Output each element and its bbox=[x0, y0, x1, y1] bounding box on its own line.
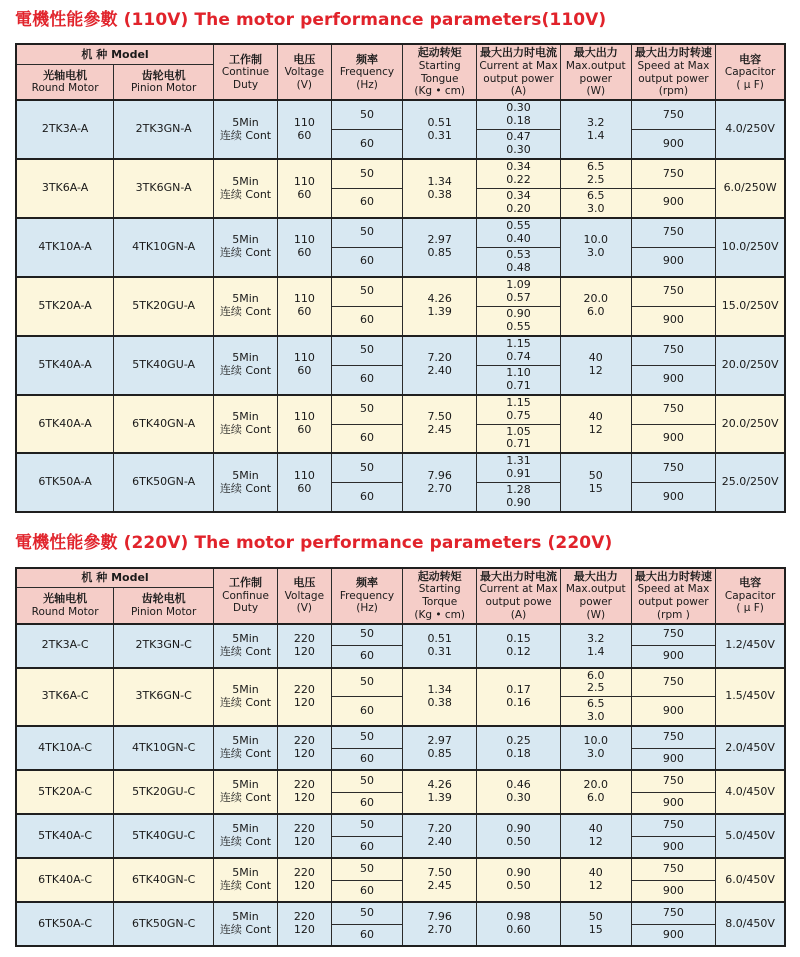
cell-capacitor: 20.0/250V bbox=[716, 336, 785, 395]
cell-pinion-model: 4TK10GN-C bbox=[114, 726, 214, 770]
cell-speed-50hz: 750 bbox=[631, 336, 716, 365]
cell-frequency-50hz: 50 bbox=[331, 668, 403, 697]
cell-speed-60hz: 900 bbox=[631, 748, 716, 770]
cell-frequency-50hz: 50 bbox=[331, 770, 403, 792]
cell-frequency-60hz: 60 bbox=[331, 306, 403, 335]
cell-starting-torque: 7.50 2.45 bbox=[403, 858, 477, 902]
cell-duty: 5Min 连续 Cont bbox=[214, 726, 278, 770]
cell-speed-60hz: 900 bbox=[631, 924, 716, 946]
cell-frequency-60hz: 60 bbox=[331, 748, 403, 770]
cell-current-60hz: 0.90 0.55 bbox=[477, 306, 561, 335]
cell-capacitor: 5.0/450V bbox=[716, 814, 785, 858]
cell-current-60hz: 1.10 0.71 bbox=[477, 365, 561, 394]
model-row-3TK6A-C bbox=[16, 668, 785, 697]
cell-max-output: 40 12 bbox=[560, 814, 631, 858]
cell-voltage: 220 120 bbox=[277, 770, 331, 814]
cell-voltage: 110 60 bbox=[277, 159, 331, 218]
cell-round-model: 2TK3A-C bbox=[16, 624, 114, 668]
cell-capacitor: 4.0/450V bbox=[716, 770, 785, 814]
cell-speed-50hz: 750 bbox=[631, 453, 716, 482]
cell-speed-60hz: 900 bbox=[631, 697, 716, 726]
cell-max-output: 20.0 6.0 bbox=[560, 770, 631, 814]
title-110v: 電機性能參數 (110V) The motor performance parameters(110V) bbox=[15, 10, 607, 30]
model-row-5TK20A-C bbox=[16, 770, 785, 792]
cell-current-60hz: 0.34 0.20 bbox=[477, 189, 561, 218]
model-row-6TK50A-A bbox=[16, 453, 785, 482]
cell-pinion-model: 2TK3GN-C bbox=[114, 624, 214, 668]
cell-current-50hz: 0.30 0.18 bbox=[477, 100, 561, 129]
cell-frequency-50hz: 50 bbox=[331, 218, 403, 247]
cell-capacitor: 1.2/450V bbox=[716, 624, 785, 668]
cell-current-50hz: 1.31 0.91 bbox=[477, 453, 561, 482]
cell-current-50hz: 0.34 0.22 bbox=[477, 159, 561, 188]
cell-frequency-60hz: 60 bbox=[331, 836, 403, 858]
cell-duty: 5Min 连续 Cont bbox=[214, 858, 278, 902]
cell-capacitor: 2.0/450V bbox=[716, 726, 785, 770]
cell-voltage: 220 120 bbox=[277, 902, 331, 946]
cell-voltage: 110 60 bbox=[277, 336, 331, 395]
cell-pinion-model: 3TK6GN-A bbox=[114, 159, 214, 218]
cell-starting-torque: 7.20 2.40 bbox=[403, 336, 477, 395]
cell-round-model: 6TK50A-C bbox=[16, 902, 114, 946]
cell-max-output: 40 12 bbox=[560, 858, 631, 902]
cell-current: 0.90 0.50 bbox=[477, 814, 561, 858]
cell-frequency-50hz: 50 bbox=[331, 726, 403, 748]
cell-voltage: 220 120 bbox=[277, 624, 331, 668]
header-pinion-motor: 齿轮电机 Pinion Motor bbox=[114, 588, 214, 624]
model-row-2TK3A-A bbox=[16, 100, 785, 129]
cell-speed-50hz: 750 bbox=[631, 395, 716, 424]
cell-duty: 5Min 连续 Cont bbox=[214, 100, 278, 159]
cell-max-output: 10.0 3.0 bbox=[560, 218, 631, 277]
cell-duty: 5Min 连续 Cont bbox=[214, 277, 278, 336]
cell-speed-60hz: 900 bbox=[631, 130, 716, 159]
cell-round-model: 2TK3A-A bbox=[16, 100, 114, 159]
cell-frequency-50hz: 50 bbox=[331, 277, 403, 306]
cell-speed-60hz: 900 bbox=[631, 483, 716, 512]
cell-pinion-model: 5TK40GU-C bbox=[114, 814, 214, 858]
cell-frequency-50hz: 50 bbox=[331, 814, 403, 836]
motor-table-220v bbox=[15, 567, 786, 948]
cell-frequency-50hz: 50 bbox=[331, 453, 403, 482]
cell-duty: 5Min 连续 Cont bbox=[214, 668, 278, 727]
cell-current-60hz: 0.53 0.48 bbox=[477, 247, 561, 276]
header-output: 最大出力 Max.output power (W) bbox=[560, 568, 631, 624]
cell-duty: 5Min 连续 Cont bbox=[214, 902, 278, 946]
cell-pinion-model: 5TK20GU-A bbox=[114, 277, 214, 336]
cell-speed-60hz: 900 bbox=[631, 365, 716, 394]
header-speed: 最大出力时转速 Speed at Max output power (rpm ) bbox=[631, 568, 716, 624]
header-torque: 起动转矩 Starting Tongue (Kg • cm) bbox=[403, 44, 477, 100]
cell-speed-50hz: 750 bbox=[631, 624, 716, 646]
cell-frequency-60hz: 60 bbox=[331, 646, 403, 668]
cell-pinion-model: 6TK40GN-C bbox=[114, 858, 214, 902]
cell-pinion-model: 6TK40GN-A bbox=[114, 395, 214, 454]
header-current: 最大出力时电流 Current at Max output powe (A) bbox=[477, 568, 561, 624]
header-capacitor: 电容 Capacitor ( μ F) bbox=[716, 568, 785, 624]
cell-voltage: 220 120 bbox=[277, 814, 331, 858]
cell-duty: 5Min 连续 Cont bbox=[214, 159, 278, 218]
cell-round-model: 4TK10A-A bbox=[16, 218, 114, 277]
cell-round-model: 5TK20A-A bbox=[16, 277, 114, 336]
cell-capacitor: 25.0/250V bbox=[716, 453, 785, 512]
cell-frequency-60hz: 60 bbox=[331, 424, 403, 453]
cell-starting-torque: 7.20 2.40 bbox=[403, 814, 477, 858]
cell-starting-torque: 0.51 0.31 bbox=[403, 624, 477, 668]
cell-pinion-model: 6TK50GN-A bbox=[114, 453, 214, 512]
header-current: 最大出力时电流 Current at Max output power (A) bbox=[477, 44, 561, 100]
cell-round-model: 6TK40A-C bbox=[16, 858, 114, 902]
cell-capacitor: 10.0/250V bbox=[716, 218, 785, 277]
cell-current-60hz: 1.28 0.90 bbox=[477, 483, 561, 512]
cell-capacitor: 6.0/450V bbox=[716, 858, 785, 902]
cell-duty: 5Min 连续 Cont bbox=[214, 395, 278, 454]
table-header bbox=[16, 568, 785, 624]
cell-voltage: 110 60 bbox=[277, 218, 331, 277]
cell-voltage: 110 60 bbox=[277, 100, 331, 159]
cell-speed-60hz: 900 bbox=[631, 792, 716, 814]
cell-starting-torque: 2.97 0.85 bbox=[403, 218, 477, 277]
cell-max-output: 10.0 3.0 bbox=[560, 726, 631, 770]
header-row-1 bbox=[16, 44, 785, 64]
header-output: 最大出力 Max.output power (W) bbox=[560, 44, 631, 100]
cell-frequency-50hz: 50 bbox=[331, 902, 403, 924]
cell-speed-50hz: 750 bbox=[631, 814, 716, 836]
cell-current-50hz: 1.15 0.74 bbox=[477, 336, 561, 365]
cell-speed-50hz: 750 bbox=[631, 100, 716, 129]
cell-voltage: 220 120 bbox=[277, 668, 331, 727]
cell-frequency-50hz: 50 bbox=[331, 336, 403, 365]
cell-current: 0.90 0.50 bbox=[477, 858, 561, 902]
cell-round-model: 5TK40A-C bbox=[16, 814, 114, 858]
cell-capacitor: 4.0/250V bbox=[716, 100, 785, 159]
cell-frequency-60hz: 60 bbox=[331, 880, 403, 902]
cell-max-output: 20.0 6.0 bbox=[560, 277, 631, 336]
cell-pinion-model: 5TK20GU-C bbox=[114, 770, 214, 814]
cell-output-50hz: 6.0 2.5 bbox=[560, 668, 631, 697]
cell-pinion-model: 5TK40GU-A bbox=[114, 336, 214, 395]
cell-voltage: 110 60 bbox=[277, 395, 331, 454]
cell-round-model: 5TK20A-C bbox=[16, 770, 114, 814]
cell-capacitor: 20.0/250V bbox=[716, 395, 785, 454]
cell-pinion-model: 6TK50GN-C bbox=[114, 902, 214, 946]
model-row-5TK40A-C bbox=[16, 814, 785, 836]
cell-max-output: 3.2 1.4 bbox=[560, 624, 631, 668]
header-model-group: 机 种 Model bbox=[16, 568, 214, 588]
cell-current-50hz: 1.09 0.57 bbox=[477, 277, 561, 306]
cell-current: 0.17 0.16 bbox=[477, 668, 561, 727]
cell-starting-torque: 7.96 2.70 bbox=[403, 902, 477, 946]
header-round-motor: 光轴电机 Round Motor bbox=[16, 588, 114, 624]
header-duty: 工作制 Continue Duty bbox=[214, 44, 278, 100]
cell-starting-torque: 0.51 0.31 bbox=[403, 100, 477, 159]
header-voltage: 电压 Voltage (V) bbox=[277, 568, 331, 624]
cell-round-model: 4TK10A-C bbox=[16, 726, 114, 770]
cell-frequency-60hz: 60 bbox=[331, 483, 403, 512]
cell-duty: 5Min 连续 Cont bbox=[214, 624, 278, 668]
cell-speed-50hz: 750 bbox=[631, 159, 716, 188]
model-row-4TK10A-C bbox=[16, 726, 785, 748]
cell-speed-60hz: 900 bbox=[631, 189, 716, 218]
header-capacitor: 电容 Capacitor ( μ F) bbox=[716, 44, 785, 100]
table-body bbox=[16, 100, 785, 512]
cell-frequency-50hz: 50 bbox=[331, 159, 403, 188]
cell-speed-50hz: 750 bbox=[631, 218, 716, 247]
cell-speed-50hz: 750 bbox=[631, 858, 716, 880]
cell-starting-torque: 1.34 0.38 bbox=[403, 159, 477, 218]
cell-current: 0.46 0.30 bbox=[477, 770, 561, 814]
cell-round-model: 3TK6A-C bbox=[16, 668, 114, 727]
cell-frequency-60hz: 60 bbox=[331, 924, 403, 946]
cell-current-60hz: 1.05 0.71 bbox=[477, 424, 561, 453]
cell-max-output: 40 12 bbox=[560, 336, 631, 395]
cell-duty: 5Min 连续 Cont bbox=[214, 814, 278, 858]
cell-voltage: 110 60 bbox=[277, 277, 331, 336]
model-row-4TK10A-A bbox=[16, 218, 785, 247]
cell-output-60hz: 6.5 3.0 bbox=[560, 189, 631, 218]
cell-speed-60hz: 900 bbox=[631, 306, 716, 335]
cell-capacitor: 1.5/450V bbox=[716, 668, 785, 727]
cell-current: 0.15 0.12 bbox=[477, 624, 561, 668]
cell-pinion-model: 3TK6GN-C bbox=[114, 668, 214, 727]
cell-starting-torque: 7.50 2.45 bbox=[403, 395, 477, 454]
cell-speed-60hz: 900 bbox=[631, 836, 716, 858]
title-220v: 電機性能參數 (220V) The motor performance parameters (220V) bbox=[15, 533, 613, 554]
header-round-motor: 光轴电机 Round Motor bbox=[16, 65, 114, 101]
cell-duty: 5Min 连续 Cont bbox=[214, 336, 278, 395]
table-header bbox=[16, 44, 785, 100]
cell-speed-50hz: 750 bbox=[631, 668, 716, 697]
cell-round-model: 5TK40A-A bbox=[16, 336, 114, 395]
cell-frequency-50hz: 50 bbox=[331, 100, 403, 129]
cell-max-output: 40 12 bbox=[560, 395, 631, 454]
cell-frequency-60hz: 60 bbox=[331, 247, 403, 276]
cell-speed-60hz: 900 bbox=[631, 880, 716, 902]
cell-max-output: 50 15 bbox=[560, 453, 631, 512]
cell-duty: 5Min 连续 Cont bbox=[214, 770, 278, 814]
cell-speed-60hz: 900 bbox=[631, 424, 716, 453]
cell-speed-50hz: 750 bbox=[631, 726, 716, 748]
cell-current-50hz: 0.55 0.40 bbox=[477, 218, 561, 247]
cell-capacitor: 15.0/250V bbox=[716, 277, 785, 336]
cell-starting-torque: 4.26 1.39 bbox=[403, 770, 477, 814]
cell-round-model: 6TK50A-A bbox=[16, 453, 114, 512]
header-model-group: 机 种 Model bbox=[16, 44, 214, 64]
model-row-6TK40A-C bbox=[16, 858, 785, 880]
cell-round-model: 6TK40A-A bbox=[16, 395, 114, 454]
header-pinion-motor: 齿轮电机 Pinion Motor bbox=[114, 65, 214, 101]
cell-capacitor: 8.0/450V bbox=[716, 902, 785, 946]
cell-frequency-60hz: 60 bbox=[331, 365, 403, 394]
cell-voltage: 220 120 bbox=[277, 726, 331, 770]
model-row-6TK40A-A bbox=[16, 395, 785, 424]
cell-current: 0.98 0.60 bbox=[477, 902, 561, 946]
cell-current-60hz: 0.47 0.30 bbox=[477, 130, 561, 159]
cell-starting-torque: 7.96 2.70 bbox=[403, 453, 477, 512]
cell-capacitor: 6.0/250W bbox=[716, 159, 785, 218]
cell-starting-torque: 2.97 0.85 bbox=[403, 726, 477, 770]
table-body bbox=[16, 624, 785, 947]
header-speed: 最大出力时转速 Speed at Max output power (rpm) bbox=[631, 44, 716, 100]
cell-current: 0.25 0.18 bbox=[477, 726, 561, 770]
cell-frequency-60hz: 60 bbox=[331, 189, 403, 218]
cell-voltage: 220 120 bbox=[277, 858, 331, 902]
cell-speed-50hz: 750 bbox=[631, 770, 716, 792]
model-row-5TK40A-A bbox=[16, 336, 785, 365]
cell-duty: 5Min 连续 Cont bbox=[214, 218, 278, 277]
cell-round-model: 3TK6A-A bbox=[16, 159, 114, 218]
motor-table-110v bbox=[15, 43, 786, 513]
model-row-6TK50A-C bbox=[16, 902, 785, 924]
cell-output-60hz: 6.5 3.0 bbox=[560, 697, 631, 726]
cell-max-output: 3.2 1.4 bbox=[560, 100, 631, 159]
header-frequency: 频率 Frequency (Hz) bbox=[331, 568, 403, 624]
cell-frequency-50hz: 50 bbox=[331, 395, 403, 424]
cell-starting-torque: 4.26 1.39 bbox=[403, 277, 477, 336]
cell-duty: 5Min 连续 Cont bbox=[214, 453, 278, 512]
cell-speed-60hz: 900 bbox=[631, 646, 716, 668]
cell-frequency-60hz: 60 bbox=[331, 130, 403, 159]
cell-speed-50hz: 750 bbox=[631, 902, 716, 924]
cell-pinion-model: 4TK10GN-A bbox=[114, 218, 214, 277]
cell-starting-torque: 1.34 0.38 bbox=[403, 668, 477, 727]
cell-current-50hz: 1.15 0.75 bbox=[477, 395, 561, 424]
cell-pinion-model: 2TK3GN-A bbox=[114, 100, 214, 159]
cell-max-output: 50 15 bbox=[560, 902, 631, 946]
header-frequency: 频率 Frequency (Hz) bbox=[331, 44, 403, 100]
cell-voltage: 110 60 bbox=[277, 453, 331, 512]
model-row-2TK3A-C bbox=[16, 624, 785, 646]
cell-output-50hz: 6.5 2.5 bbox=[560, 159, 631, 188]
cell-frequency-50hz: 50 bbox=[331, 858, 403, 880]
header-duty: 工作制 Confinue Duty bbox=[214, 568, 278, 624]
model-row-3TK6A-A bbox=[16, 159, 785, 188]
header-row-1 bbox=[16, 568, 785, 588]
cell-frequency-60hz: 60 bbox=[331, 792, 403, 814]
cell-speed-50hz: 750 bbox=[631, 277, 716, 306]
header-voltage: 电压 Voltage (V) bbox=[277, 44, 331, 100]
cell-frequency-60hz: 60 bbox=[331, 697, 403, 726]
cell-frequency-50hz: 50 bbox=[331, 624, 403, 646]
header-torque: 起动转矩 Starting Torque (Kg • cm) bbox=[403, 568, 477, 624]
cell-speed-60hz: 900 bbox=[631, 247, 716, 276]
model-row-5TK20A-A bbox=[16, 277, 785, 306]
